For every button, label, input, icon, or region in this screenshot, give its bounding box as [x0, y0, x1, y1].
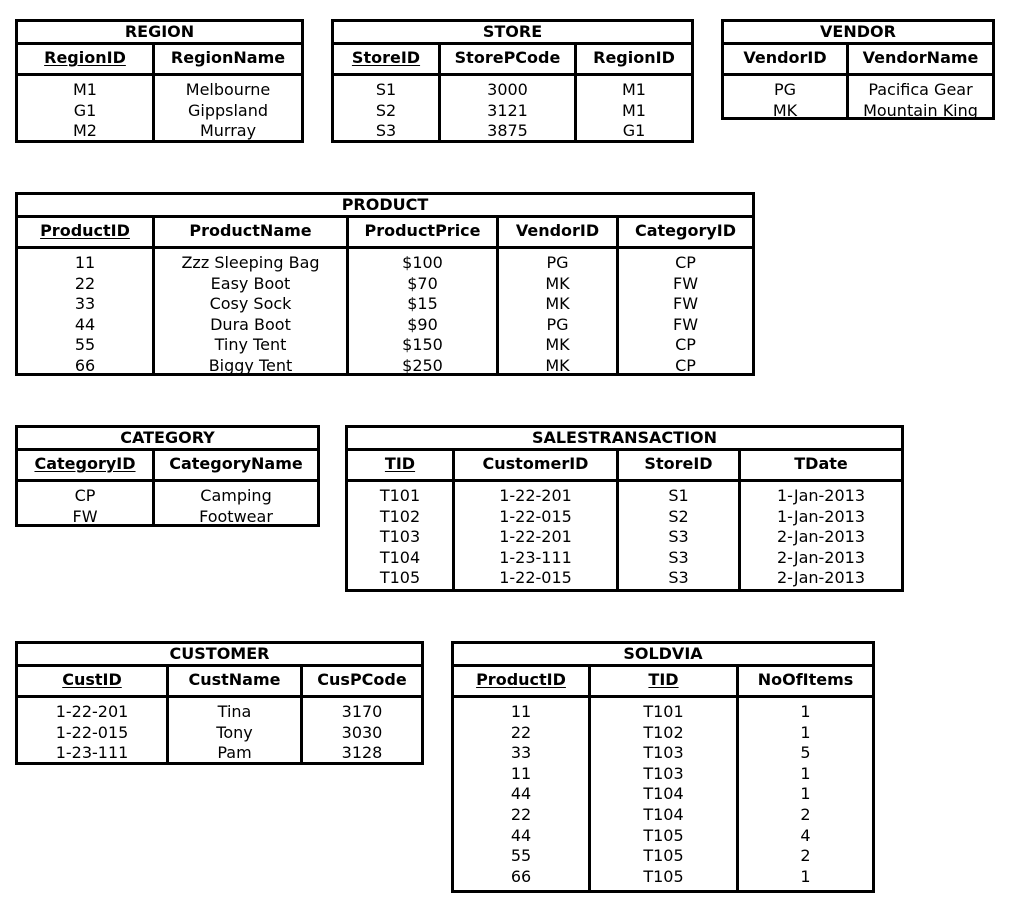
category-cell: Camping: [200, 486, 272, 505]
soldvia-cell: 66: [510, 866, 532, 886]
product-cell: $150: [402, 335, 443, 355]
customer-column: [18, 698, 166, 765]
category-column: [152, 482, 317, 527]
product-column: [346, 249, 496, 376]
region-header-row: [18, 45, 301, 76]
salestransaction-cell: 1-22-201: [499, 486, 572, 505]
soldvia-table: [451, 641, 875, 893]
salestransaction-cell: 1-Jan-2013: [777, 486, 865, 505]
salestransaction-header-cell: TDate: [738, 451, 901, 479]
customer-cell: 3030: [341, 722, 383, 742]
product-cell: PG: [546, 314, 569, 334]
customer-header-cell: CustName: [166, 667, 300, 695]
product-cell: 11: [74, 253, 96, 272]
salestransaction-cell: S3: [668, 527, 689, 547]
product-cell: 33: [74, 294, 96, 314]
customer-cell: Pam: [217, 743, 252, 763]
soldvia-cell: 11: [510, 702, 532, 721]
soldvia-cell: 1: [800, 763, 811, 783]
store-header-row: [334, 45, 691, 76]
product-cell: MK: [545, 273, 570, 293]
store-cell: S1: [375, 80, 397, 99]
salestransaction-cell: T105: [379, 568, 421, 588]
soldvia-cell: T105: [643, 866, 684, 886]
salestransaction-cell: S3: [668, 547, 689, 567]
customer-header-row: [18, 667, 421, 698]
soldvia-cell: 44: [510, 825, 532, 845]
product-cell: 66: [74, 355, 96, 375]
salestransaction-title: SALESTRANSACTION: [348, 428, 901, 451]
soldvia-cell: T103: [643, 763, 684, 783]
salestransaction-cell: 1-23-111: [499, 547, 572, 567]
region-body: [18, 76, 301, 143]
soldvia-title: SOLDVIA: [454, 644, 872, 667]
vendor-body: [724, 76, 992, 120]
product-cell: $15: [407, 294, 438, 314]
product-cell: CP: [675, 253, 696, 272]
region-column: [152, 76, 301, 143]
soldvia-cell: 2: [800, 846, 811, 866]
store-cell: G1: [622, 121, 646, 141]
salestransaction-header-cell: CustomerID: [452, 451, 616, 479]
region-cell: Gippsland: [187, 100, 269, 120]
category-column: [18, 482, 152, 527]
salestransaction-header-row: [348, 451, 901, 482]
product-cell: $70: [407, 273, 438, 293]
product-header-cell: ProductPrice: [346, 218, 496, 246]
product-cell: Tiny Tent: [214, 335, 287, 355]
vendor-header-cell: VendorName: [846, 45, 992, 73]
soldvia-cell: 22: [510, 804, 532, 824]
salestransaction-column: [616, 482, 738, 592]
customer-header-cell: CustID: [62, 670, 122, 689]
salestransaction-cell: 2-Jan-2013: [777, 527, 865, 547]
store-cell: S3: [375, 121, 397, 141]
store-cell: 3000: [487, 80, 528, 99]
soldvia-cell: 55: [510, 846, 532, 866]
product-cell: FW: [672, 273, 699, 293]
soldvia-cell: T105: [643, 825, 684, 845]
salestransaction-cell: T103: [379, 527, 421, 547]
salestransaction-body: [348, 482, 901, 592]
customer-cell: 1-23-111: [55, 743, 129, 763]
category-body: [18, 482, 317, 527]
product-cell: Biggy Tent: [208, 355, 293, 375]
vendor-cell: PG: [773, 80, 797, 99]
product-body: [18, 249, 752, 376]
customer-cell: 3128: [341, 743, 383, 763]
soldvia-cell: T104: [643, 784, 684, 804]
product-cell: PG: [546, 253, 569, 272]
soldvia-cell: 33: [510, 743, 532, 763]
customer-cell: 1-22-015: [55, 722, 129, 742]
vendor-cell: Mountain King: [863, 100, 978, 120]
category-header-cell: CategoryName: [152, 451, 317, 479]
customer-body: [18, 698, 421, 765]
store-header-cell: StorePCode: [438, 45, 574, 73]
salestransaction-cell: S2: [668, 506, 689, 526]
vendor-header-cell: VendorID: [743, 48, 827, 67]
store-table: [331, 19, 694, 143]
salestransaction-cell: 1-22-015: [499, 506, 572, 526]
region-header-cell: RegionID: [44, 48, 126, 67]
salestransaction-table: [345, 425, 904, 592]
soldvia-cell: 22: [510, 722, 532, 742]
store-cell: M1: [622, 80, 646, 99]
vendor-header-row: [724, 45, 992, 76]
store-cell: M1: [622, 100, 646, 120]
soldvia-cell: T105: [643, 846, 684, 866]
category-cell: FW: [72, 506, 98, 526]
product-cell: Dura Boot: [210, 314, 291, 334]
customer-column: [166, 698, 300, 765]
store-header-cell: RegionID: [574, 45, 691, 73]
salestransaction-cell: S3: [668, 568, 689, 588]
soldvia-cell: 4: [800, 825, 811, 845]
category-cell: Footwear: [199, 506, 273, 526]
region-cell: Melbourne: [185, 80, 271, 99]
soldvia-cell: 2: [800, 804, 811, 824]
region-header-cell: RegionName: [152, 45, 301, 73]
product-cell: Easy Boot: [210, 273, 291, 293]
region-title: REGION: [18, 22, 301, 45]
category-header-cell: CategoryID: [34, 454, 136, 473]
category-table: [15, 425, 320, 527]
region-table: [15, 19, 304, 143]
store-header-cell: StoreID: [351, 48, 421, 67]
salestransaction-header-cell: StoreID: [616, 451, 738, 479]
salestransaction-cell: S1: [668, 486, 689, 505]
customer-title: CUSTOMER: [18, 644, 421, 667]
customer-cell: 1-22-201: [55, 702, 129, 721]
soldvia-column: [588, 698, 736, 893]
soldvia-cell: T101: [643, 702, 684, 721]
store-column: [334, 76, 438, 143]
region-column: [18, 76, 152, 143]
store-title: STORE: [334, 22, 691, 45]
soldvia-header-cell: NoOfItems: [736, 667, 872, 695]
product-title: PRODUCT: [18, 195, 752, 218]
soldvia-cell: T103: [643, 743, 684, 763]
soldvia-cell: 1: [800, 866, 811, 886]
salestransaction-cell: 1-Jan-2013: [777, 506, 865, 526]
salestransaction-column: [452, 482, 616, 592]
store-cell: 3875: [487, 121, 528, 141]
product-header-row: [18, 218, 752, 249]
region-cell: M2: [73, 121, 97, 141]
salestransaction-column: [738, 482, 901, 592]
store-column: [574, 76, 691, 143]
vendor-column: [846, 76, 992, 120]
vendor-title: VENDOR: [724, 22, 992, 45]
customer-cell: Tony: [216, 722, 253, 742]
product-column: [152, 249, 346, 376]
soldvia-cell: 5: [800, 743, 811, 763]
salestransaction-cell: 2-Jan-2013: [777, 568, 865, 588]
store-column: [438, 76, 574, 143]
product-header-cell: ProductName: [152, 218, 346, 246]
product-cell: Cosy Sock: [209, 294, 292, 314]
salestransaction-column: [348, 482, 452, 592]
product-cell: Zzz Sleeping Bag: [181, 253, 320, 272]
product-header-cell: VendorID: [496, 218, 616, 246]
product-cell: MK: [545, 335, 570, 355]
product-column: [18, 249, 152, 376]
vendor-cell: MK: [772, 100, 798, 120]
salestransaction-cell: 1-22-015: [499, 568, 572, 588]
salestransaction-cell: 2-Jan-2013: [777, 547, 865, 567]
customer-table: [15, 641, 424, 765]
soldvia-cell: T102: [643, 722, 684, 742]
customer-cell: Tina: [217, 702, 252, 721]
product-cell: 22: [74, 273, 96, 293]
product-cell: CP: [675, 355, 696, 375]
soldvia-cell: T104: [643, 804, 684, 824]
soldvia-header-row: [454, 667, 872, 698]
region-cell: M1: [73, 80, 97, 99]
salestransaction-cell: T101: [379, 486, 421, 505]
category-header-row: [18, 451, 317, 482]
product-cell: $100: [402, 253, 443, 272]
product-cell: 44: [74, 314, 96, 334]
soldvia-cell: 1: [800, 722, 811, 742]
product-header-cell: ProductID: [40, 221, 130, 240]
category-cell: CP: [74, 486, 96, 505]
vendor-cell: Pacifica Gear: [868, 80, 973, 99]
soldvia-column: [454, 698, 588, 893]
product-column: [616, 249, 752, 376]
soldvia-cell: 1: [800, 784, 811, 804]
store-cell: S2: [375, 100, 397, 120]
product-cell: MK: [545, 294, 570, 314]
product-header-cell: CategoryID: [616, 218, 752, 246]
store-cell: 3121: [487, 100, 528, 120]
product-cell: FW: [672, 314, 699, 334]
salestransaction-header-cell: TID: [384, 454, 416, 473]
vendor-column: [724, 76, 846, 120]
region-cell: G1: [73, 100, 97, 120]
soldvia-header-cell: TID: [588, 667, 736, 695]
product-cell: 55: [74, 335, 96, 355]
product-table: [15, 192, 755, 376]
product-cell: $90: [407, 314, 438, 334]
customer-header-cell: CusPCode: [300, 667, 421, 695]
soldvia-cell: 44: [510, 784, 532, 804]
product-cell: CP: [675, 335, 696, 355]
salestransaction-cell: T102: [379, 506, 421, 526]
region-cell: Murray: [199, 121, 257, 141]
salestransaction-cell: T104: [379, 547, 421, 567]
soldvia-column: [736, 698, 872, 893]
soldvia-header-cell: ProductID: [476, 670, 566, 689]
soldvia-body: [454, 698, 872, 893]
vendor-table: [721, 19, 995, 120]
store-body: [334, 76, 691, 143]
category-title: CATEGORY: [18, 428, 317, 451]
product-column: [496, 249, 616, 376]
soldvia-cell: 11: [510, 763, 532, 783]
salestransaction-cell: 1-22-201: [499, 527, 572, 547]
product-cell: FW: [672, 294, 699, 314]
soldvia-cell: 1: [800, 702, 811, 721]
customer-column: [300, 698, 421, 765]
product-cell: MK: [545, 355, 570, 375]
product-cell: $250: [402, 355, 443, 375]
customer-cell: 3170: [341, 702, 383, 721]
